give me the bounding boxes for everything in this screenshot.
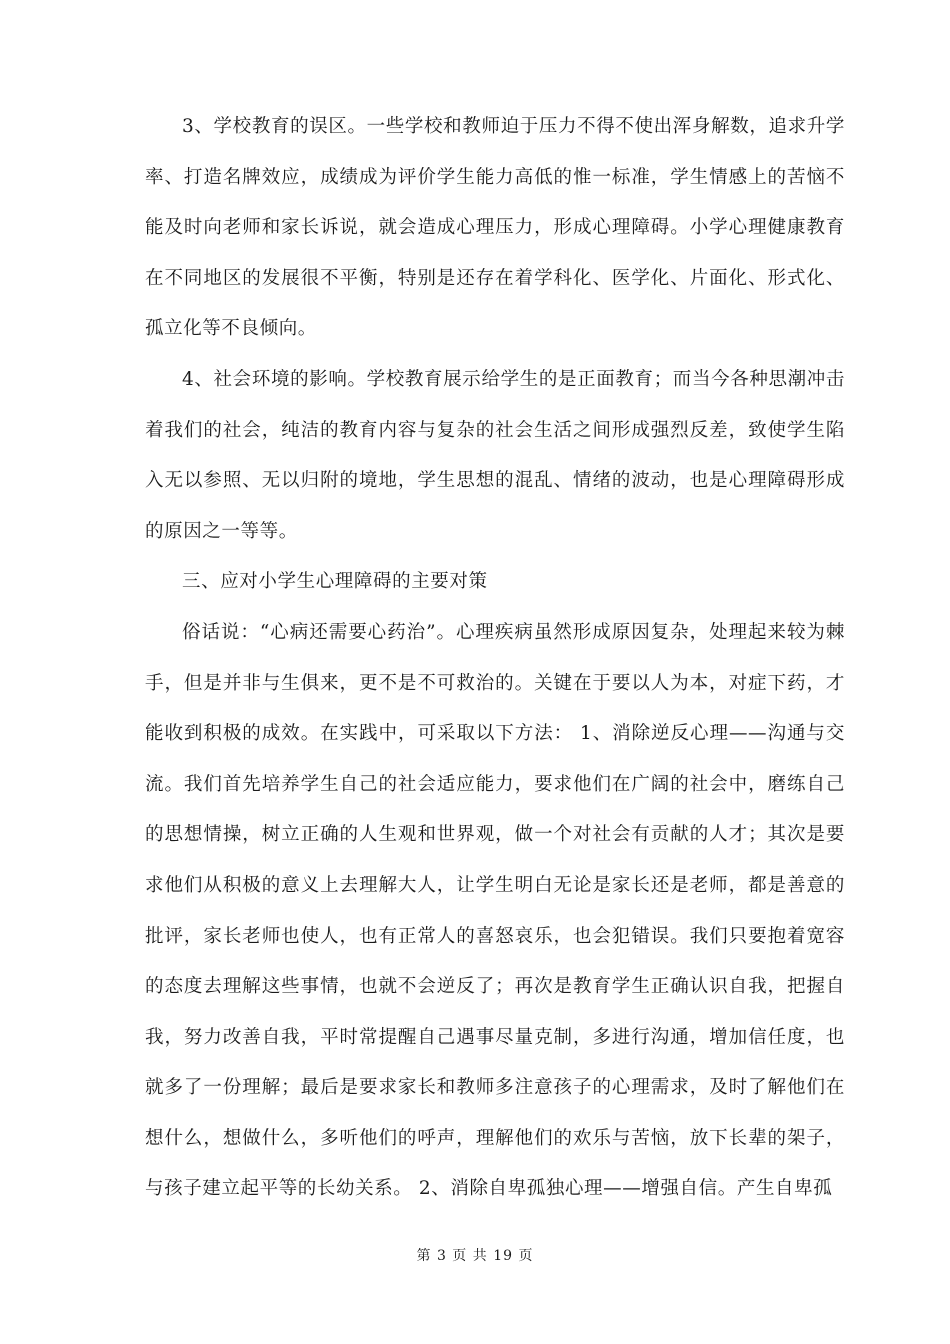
paragraph-countermeasures: 俗话说：“心病还需要心药治”。心理疾病虽然形成原因复杂，处理起来较为棘手，但是并非与生俱来，更不是不可救治的。关键在于要以人为本，对症下药，才能收到积极的成效。在实践中，可采取以下方法： 1、消除逆反心理——沟通与交流。我们首先培养学生自己的社会适应能力，要求他们在广阔的社会中，磨练自己的思想情操，树立正确的人生观和世界观，做一个对社会有贡献的人才；其次是要求他们从积极的意义上去理解大人，让学生明白无论是家长还是老师，都是善意的批评，家长老师也使人，也有正常人的喜怒哀乐，也会犯错误。我们只要抱着宽容的态度去理解这些事情，也就不会逆反了；再次是教育学生正确认识自我，把握自我，努力改善自我，平时常提醒自己遇事尽量克制，多进行沟通，增加信任度，也就多了一份理解；最后是要求家长和教师多注意孩子的心理需求，及时了解他们在想什么，想做什么，多听他们的呼声，理解他们的欢乐与苦恼，放下长辈的架子，与孩子建立起平等的长幼关系。 2、消除自卑孤独心理——增强自信。产生自卑孤 (145, 621, 845, 1200)
paragraph-school-education: 3、学校教育的误区。一些学校和教师迫于压力不得不使出浑身解数，追求升学率、打造名牌效应，成绩成为评价学生能力高低的惟一标准，学生情感上的苦恼不能及时向老师和家长诉说，就会造成心理压力，形成心理障碍。小学心理健康教育在不同地区的发展很不平衡，特别是还存在着学科化、医学化、片面化、形式化、孤立化等不良倾向。 (145, 116, 845, 340)
paragraph-social-environment: 4、社会环境的影响。学校教育展示给学生的是正面教育；而当今各种思潮冲击着我们的社会，纯洁的教育内容与复杂的社会生活之间形成强烈反差，致使学生陷入无以参照、无以归附的境地，学生思想的混乱、情绪的波动，也是心理障碍形成的原因之一等等。 (145, 368, 845, 542)
page-number-footer: 第 3 页 共 19 页 (416, 1248, 534, 1264)
section-heading-countermeasures: 三、应对小学生心理障碍的主要对策 (182, 571, 488, 593)
document-body (145, 102, 845, 1215)
